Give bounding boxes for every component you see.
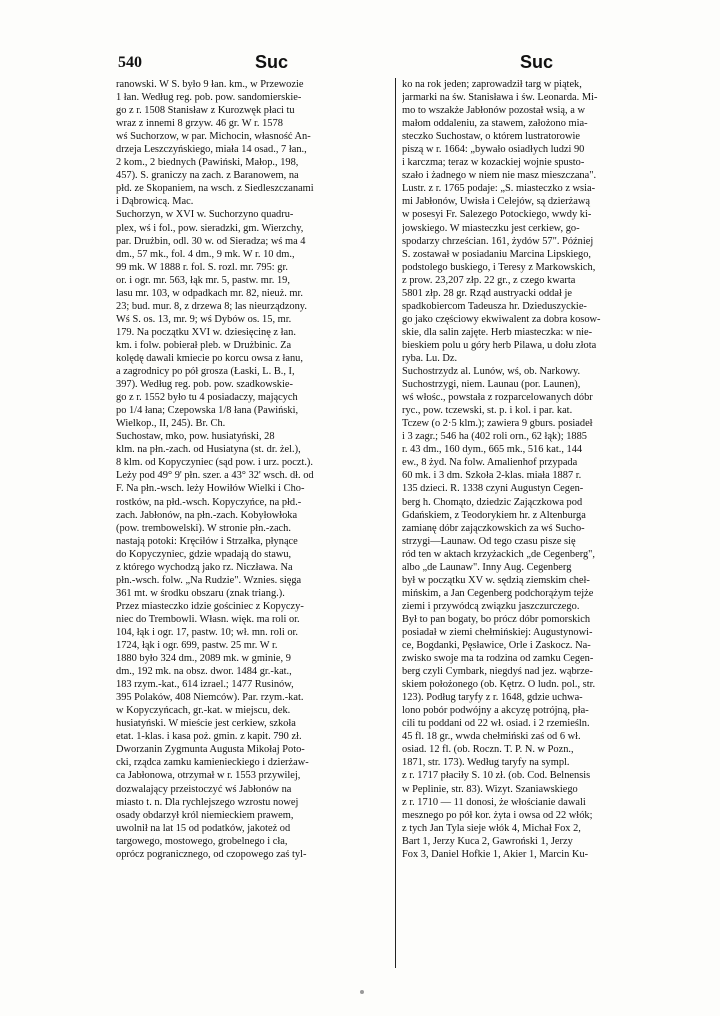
text-line: uwolnił na lat 15 od podatków, jakoteż od — [116, 822, 291, 834]
page-header — [0, 44, 720, 72]
text-columns — [116, 78, 716, 998]
page-speck — [360, 990, 364, 994]
text-line: or. i ogr. mr. 563, łąk mr. 5, pastw. mr. 19, — [116, 274, 290, 286]
text-line: mesznego po pół kor. żyta i owsa od 22 włók; — [402, 809, 593, 821]
text-line: w posesyi Fr. Salezego Potockiego, wwdy ki- — [402, 209, 592, 221]
text-line: Lustr. z r. 1765 podaje: „S. miasteczko z wsia- — [402, 183, 596, 195]
text-line: strzygi—Launaw. Od tego czasu pisze się — [402, 535, 576, 547]
text-line: zach. Jabłonów, na płn.-zach. Kobyłowłoka — [116, 509, 298, 521]
text-line: a zagrodnicy po pół grosza (Łaski, L. B., I, — [116, 366, 295, 378]
text-line: do Kopyczyniec, gdzie wpadają do stawu, — [116, 548, 292, 560]
text-line: ca Jabłonowa, otrzymał w r. 1553 przywilej, — [116, 770, 301, 782]
text-line: 1871, str. 173). Według taryfy na sympl. — [402, 757, 570, 769]
text-line: skie, dla salin zajęte. Herb miasteczka: w nie- — [402, 326, 593, 338]
text-line: kolędę dawali kmiecie po korcu owsa z łanu, — [116, 352, 303, 364]
text-line: 5801 złp. 28 gr. Rząd austryacki oddał je — [402, 287, 572, 299]
text-line: lono pobór podwójny a akcyzę potrójną, pła- — [402, 705, 589, 717]
text-line: i Dąbrowicą. Mac. — [116, 196, 194, 208]
text-line: 2 kom., 2 biednych (Pawiński, Małop., 198, — [116, 157, 299, 169]
text-line: berg h. Chomąto, dziedzic Zajączkowa pod — [402, 496, 583, 508]
text-line: osiad. 12 fl. (ob. Roczn. T. P. N. w Pozn., — [402, 744, 574, 756]
text-line: mo to wszakże Jabłonów pozostał wsią, a w — [402, 105, 585, 117]
text-line: 397). Według reg. pob. pow. szadkowskie- — [116, 379, 293, 391]
text-line: ce, Bogdanki, Pęsławice, Orle i Zaskocz. Na- — [402, 640, 591, 652]
text-line: podstolego buskiego, i Teresy z Markowskich, — [402, 261, 596, 273]
text-line: r. 43 dm., 160 dym., 665 mk., 516 kat., 144 — [402, 444, 583, 456]
text-line: 123). Podług taryfy z r. 1648, gdzie uchwa- — [402, 692, 583, 704]
text-line: piszą w r. 1664: „bywało osiadłych ludzi 90 — [402, 144, 585, 156]
text-line: dozwalający przeistoczyć wś Jabłonów na — [116, 783, 292, 795]
text-line: oprócz pogranicznego, od czopowego zaś tyl- — [116, 848, 307, 860]
text-line: bieskiem polu u góry herb Pilawa, u dołu złota — [402, 339, 597, 351]
text-line: mińskim, a Jan Cegenberg podchorążym tejże — [402, 587, 594, 599]
page-number: 540 — [118, 54, 142, 71]
text-line: 8 klm. od Kopyczyniec (sąd pow. i urz. poczt.). — [116, 457, 313, 469]
running-head-right: Suc — [520, 52, 554, 72]
text-line: wś Suchorzow, w par. Michocin, własność An- — [116, 131, 311, 143]
text-line: z r. 1717 płaciły S. 10 zł. (ob. Cod. Belnensis — [402, 770, 591, 782]
text-line: z r. 1710 — 11 donosi, że włościanie dawali — [402, 796, 586, 808]
text-line: Był to pan bogaty, bo prócz dóbr pomorskich — [402, 613, 591, 625]
right-column — [402, 78, 711, 861]
text-line: z którego wychodzą jako rz. Niczława. Na — [116, 561, 293, 573]
text-line: ziemi i przywódcą związku jaszczurczego. — [402, 600, 580, 612]
text-line: Gdańskiem, z Teodorykiem hr. z Altenburga — [402, 509, 586, 521]
left-column — [116, 78, 388, 861]
text-line: Wielkop., II, 245). Br. Ch. — [116, 418, 226, 430]
text-line: mi Jabłonów, Uwisła i Celejów, są dzierżawą — [402, 196, 590, 208]
text-line: km. i folw. pobierał pleb. w Drużbinic. Za — [116, 339, 292, 351]
text-line: po 1/4 łana; Czepowska 1/8 łana (Pawiński, — [116, 405, 299, 417]
text-line: płd. ze Skopaniem, na wsch. z Siedleszczanami — [116, 183, 314, 195]
text-line: 395 Polaków, 408 Niemców). Par. rzym.-kat. — [116, 692, 304, 704]
text-line: Suchorzyn, w XVI w. Suchorzyno quadru- — [116, 209, 294, 221]
text-line: F. Na płn.-wsch. leży Howiłów Wielki i Cho- — [116, 483, 305, 495]
text-line: był w początku XV w. sędzią ziemskim cheł- — [402, 574, 590, 586]
text-line: 1 łan. Według reg. pob. pow. sandomierskie- — [116, 92, 302, 104]
text-line: Suchostrzygi, niem. Launau (por. Launen), — [402, 379, 581, 391]
text-line: 23; bud. mur. 8, z drzewa 8; las nieurządzony. — [116, 300, 307, 312]
text-line: jarmarki na św. Stanisława i św. Leonarda. Mi- — [402, 92, 598, 104]
text-line: wś włośc., powstała z rozparcelowanych dóbr — [402, 392, 593, 404]
text-line: 104, łąk i ogr. 17, pastw. 10; wł. mn. roli or. — [116, 626, 299, 638]
column-divider — [395, 78, 396, 968]
text-line: nastają potoki: Kręciłów i Strzałka, płynące — [116, 535, 298, 547]
text-line: go jako częściowy ekwiwalent za dobra kosow- — [402, 313, 601, 325]
text-line: etat. 1-klas. i kasa poż. gmin. z kapit. 790 zł. — [116, 731, 302, 743]
text-line: ryba. Lu. Dz. — [402, 352, 458, 364]
text-line: z tych Jan Tyla sieje włók 4, Michał Fox 2, — [402, 822, 581, 834]
text-line: posiadał w ziemi chełmińskiej: Augustynowi- — [402, 626, 593, 638]
text-line: drzeja Leszczyńskiego, miała 14 osad., 7 łan., — [116, 144, 307, 156]
text-line: Leży pod 49° 9' płn. szer. a 43° 32' wsch. dł. od — [116, 470, 314, 482]
text-line: ranowski. W S. było 9 łan. km., w Przewozie — [116, 79, 304, 90]
text-line: rostków, na płd.-wsch. Kopyczyńce, na płd.- — [116, 496, 302, 508]
text-line: go z r. 1552 było tu 4 posiadaczy, mających — [116, 392, 298, 404]
text-line: szało i żadnego w niem nie masz mieszczana". — [402, 170, 597, 182]
text-line: z prow. 23,207 złp. 22 gr., z czego kwarta — [402, 274, 576, 286]
text-line: dm., 192 mk. na obsz. dwor. 1484 gr.-kat., — [116, 666, 292, 678]
text-line: (pow. trembowelski). W stronie płn.-zach. — [116, 522, 291, 534]
text-line: Fox 3, Daniel Hofkie 1, Akier 1, Marcin Ku- — [402, 848, 589, 860]
text-line: 179. Na początku XVI w. dziesięcinę z łan. — [116, 326, 296, 338]
text-line: 1880 było 324 dm., 2089 mk. w gminie, 9 — [116, 653, 291, 665]
text-line: 361 mt. w środku obszaru (znak triang.). — [116, 587, 285, 599]
text-line: klm. na płn.-zach. od Husiatyna (st. dr. żel.), — [116, 444, 301, 456]
text-line: 60 mk. i 3 dm. Szkoła 2-klas. miała 1887 r. — [402, 470, 582, 482]
text-line: Suchostrzydz al. Lunów, wś, ob. Narkowy. — [402, 366, 581, 378]
text-line: ród ten w aktach krzyżackich „de Cegenberg", — [402, 548, 596, 560]
text-line: 1724, łąk i ogr. 699, pastw. 25 mr. W r. — [116, 640, 278, 652]
text-line: i karczma; teraz w kozackiej wojnie spusto- — [402, 157, 585, 169]
text-line: S. zostawał w posiadaniu Marcina Lipskiego, — [402, 248, 592, 260]
text-line: spadkobiercom Tadeusza hr. Dzieduszyckie- — [402, 300, 587, 312]
text-line: Bart 1, Jerzy Kuca 2, Gawroński 1, Jerzy — [402, 835, 573, 847]
text-line: ryc., pow. tczewski, st. p. i kol. i par. kat. — [402, 405, 573, 417]
text-line: w Peplinie, str. 83). Wizyt. Szaniawskiego — [402, 783, 578, 795]
text-line: miasto t. n. Dla rychlejszego wzrostu nowej — [116, 796, 299, 808]
text-line: Dworzanin Zygmunta Augusta Mikołaj Poto- — [116, 744, 305, 756]
text-line: ew., 8 żyd. Na folw. Amalienhof przypada — [402, 457, 578, 469]
text-line: skiem położonego (ob. Kętrz. O ludn. pol., str. — [402, 679, 596, 691]
text-line: cili tu poddani od 22 wł. osiad. i 2 rzemieśln. — [402, 718, 590, 730]
text-line: steczko Suchostaw, o którem lustratorowie — [402, 131, 580, 143]
text-line: dm., 57 mk., fol. 4 dm., 9 mk. W r. 10 dm., — [116, 248, 295, 260]
text-line: ko na rok jeden; zaprowadził targ w piątek, — [402, 79, 582, 90]
text-line: husiatyński. W mieście jest cerkiew, szkoła — [116, 718, 296, 730]
text-line: 135 dzieci. R. 1338 czyni Augustyn Cegen- — [402, 483, 584, 495]
text-line: jowskiego. W miasteczku jest cerkiew, go- — [402, 222, 580, 234]
text-line: par. Drużbin, odl. 30 w. od Sieradza; wś ma 4 — [116, 235, 306, 247]
text-line: Przez miasteczko idzie gościniec z Kopyczy- — [116, 600, 304, 612]
text-line: zwisko swoje ma ta rodzina od zamku Cegen- — [402, 653, 594, 665]
text-line: Suchostaw, mko, pow. husiatyński, 28 — [116, 431, 275, 443]
text-line: 45 fl. 18 gr., wwda chełmiński zaś od 6 wł. — [402, 731, 581, 743]
text-line: osady obdarzył król niemieckiem prawem, — [116, 809, 294, 821]
text-line: płn.-wsch. folw. „Na Rudzie". Wznies. sięga — [116, 574, 302, 586]
text-line: 99 mk. W 1888 r. fol. S. rozl. mr. 795: gr. — [116, 261, 288, 273]
text-line: cki, rządca zamku kamienieckiego i dzierżaw- — [116, 757, 309, 769]
text-line: spodarzy chrześcian. 161, żydów 57". Później — [402, 235, 594, 247]
text-line: niec do Trembowli. Własn. więk. ma roli or. — [116, 613, 300, 625]
text-line: targowego, mostowego, grobelnego i cła, — [116, 835, 288, 847]
text-line: Wś S. os. 13, mr. 9; wś Dybów os. 15, mr. — [116, 313, 292, 325]
text-line: go z r. 1508 Stanisław z Kurozwęk płaci tu — [116, 105, 295, 117]
text-line: lasu mr. 103, w odpadkach mr. 82, nieuż. mr. — [116, 287, 303, 299]
text-line: małom oddaleniu, za stawem, założono mia- — [402, 118, 588, 130]
text-line: albo „de Launaw". Inny Aug. Cegenberg — [402, 561, 572, 573]
text-line: wraz z innemi 8 grzyw. 46 gr. W r. 1578 — [116, 118, 283, 130]
text-line: Tczew (o 2·5 klm.); zawiera 9 gburs. posiadeł — [402, 418, 593, 430]
text-line: 457). S. graniczy na zach. z Baranowem, na — [116, 170, 299, 182]
running-head-left: Suc — [255, 52, 289, 72]
text-line: 183 rzym.-kat., 614 izrael.; 1477 Rusinów, — [116, 679, 294, 691]
text-line: w Kopyczyńcach, gr.-kat. w miejscu, dek. — [116, 705, 291, 717]
text-line: zamianę dóbr zajączkowskich za wś Sucho- — [402, 522, 585, 534]
text-line: i 3 zagr.; 546 ha (402 roli orn., 62 łąk); 1885 — [402, 431, 587, 443]
text-line: plex, wś i fol., pow. sieradzki, gm. Wierzchy, — [116, 222, 304, 234]
text-line: berg czyli Cymbark, niegdyś nad jez. wąbrze- — [402, 666, 593, 678]
